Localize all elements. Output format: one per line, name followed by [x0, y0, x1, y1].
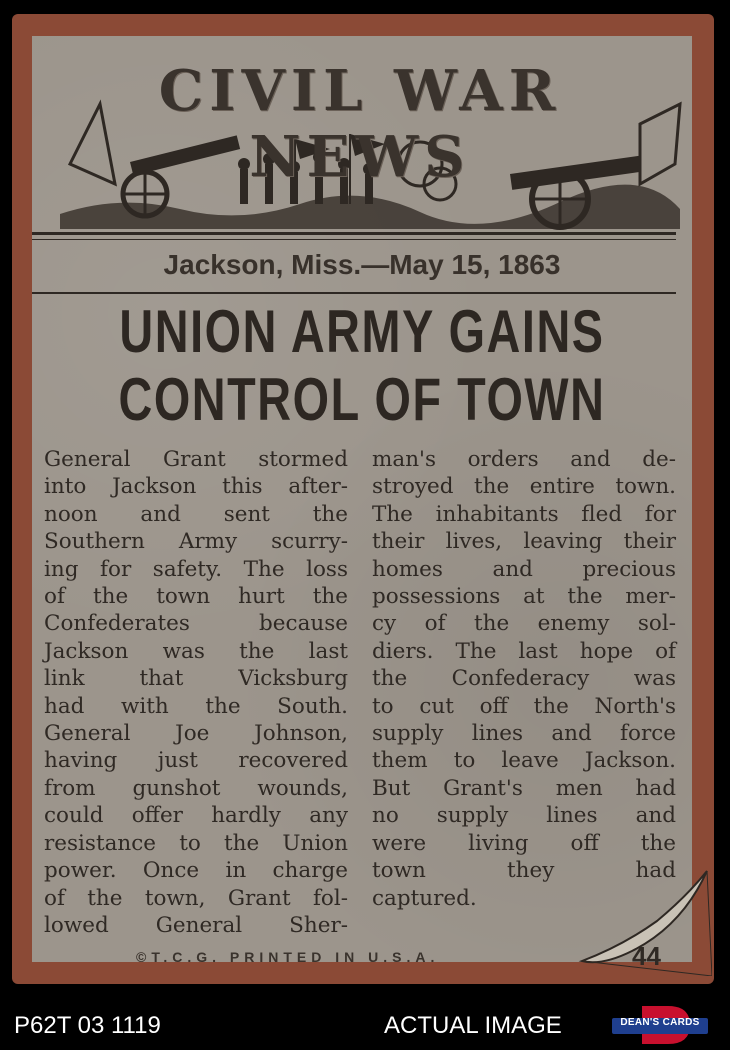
copyright-footer: ©T.C.G. PRINTED IN U.S.A.: [136, 949, 440, 965]
card-paper: [32, 36, 692, 971]
article-line: of the town hurt the: [44, 584, 348, 610]
masthead: [40, 44, 684, 234]
article-line: power. Once in charge: [44, 858, 348, 884]
actual-image-label: ACTUAL IMAGE: [384, 1012, 562, 1039]
article-column-right: [372, 446, 676, 912]
article-line: could offer hardly any: [44, 803, 348, 829]
article-line: into Jackson this after-: [44, 474, 348, 500]
article-line: to cut off the North's: [372, 693, 676, 719]
dateline: Jackson, Miss.—May 15, 1863: [163, 249, 561, 280]
article-line: ing for safety. The loss: [44, 556, 348, 582]
article-line: of the town, Grant fol-: [44, 885, 348, 911]
article-line: homes and precious: [372, 556, 676, 582]
article-line: resistance to the Union: [44, 830, 348, 856]
article-column-left: [44, 446, 348, 939]
article-line: captured.: [372, 885, 477, 911]
article-line: supply lines and force: [372, 721, 676, 747]
article-line: But Grant's men had: [372, 775, 676, 801]
divider-rule-top: [32, 232, 676, 235]
article-line: diers. The last hope of: [372, 638, 676, 664]
article-line: having just recovered: [44, 748, 348, 774]
article-line: were living off the: [372, 830, 676, 856]
article-line: General Grant stormed: [44, 447, 348, 472]
article-line: their lives, leaving their: [372, 529, 676, 555]
article-line: lowed General Sher-: [44, 912, 348, 938]
article-line: man's orders and de-: [372, 447, 676, 472]
article-line: them to leave Jackson.: [372, 748, 676, 774]
article-line: possessions at the mer-: [372, 584, 676, 610]
headline-line-2: CONTROL OF TOWN: [118, 366, 606, 433]
article-line: Jackson was the last: [44, 638, 348, 664]
headline-line-1: UNION ARMY GAINS: [119, 298, 605, 365]
headline: [105, 298, 620, 434]
masthead-title: CIVIL WAR NEWS: [158, 58, 562, 190]
divider-rule-top-thin: [32, 239, 676, 240]
article-line: link that Vicksburg: [44, 666, 348, 692]
logo-text: DEAN'S CARDS: [620, 1017, 700, 1028]
article-line: the Confederacy was: [372, 666, 676, 692]
article-line: from gunshot wounds,: [44, 775, 348, 801]
article-line: cy of the enemy sol-: [372, 611, 676, 637]
article-line: stroyed the entire town.: [372, 474, 676, 500]
trading-card-back: [12, 14, 714, 984]
article-line: The inhabitants fled for: [372, 501, 676, 527]
article-line: noon and sent the: [44, 501, 348, 527]
card-number: 44: [632, 941, 661, 971]
article-line: Confederates because: [44, 611, 348, 637]
article-line: no supply lines and: [372, 803, 676, 829]
item-code: P62T 03 1119: [14, 1012, 161, 1039]
article-line: town they had: [372, 858, 676, 884]
article-line: Southern Army scurry-: [44, 529, 348, 555]
article-line: General Joe Johnson,: [44, 721, 348, 747]
article-line: had with the South.: [44, 693, 348, 719]
divider-rule-bottom: [32, 292, 676, 294]
